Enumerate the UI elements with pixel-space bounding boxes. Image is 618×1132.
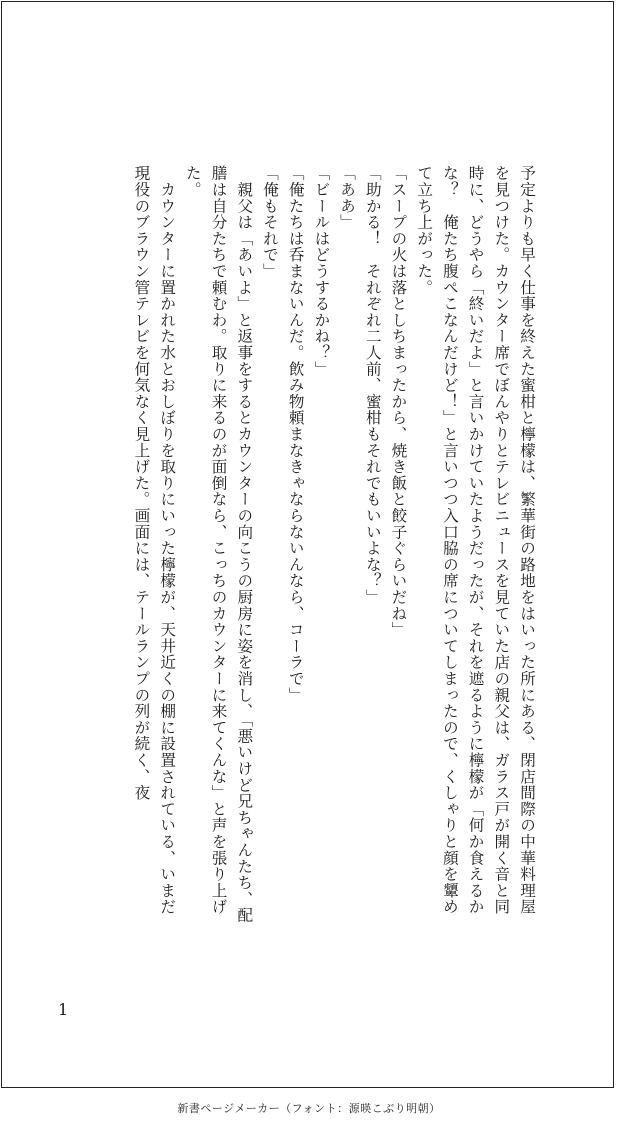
page-number: 1 — [58, 1000, 69, 1019]
footer-credit: 新書ページメーカー（フォント：源暎こぶり明朝） — [177, 1102, 441, 1115]
paragraph: カウンターに置かれた水とおしぼりを取りにいった檸檬が、天井近くの棚に設置されている、いまだ現役のブラウン管テレビを何気なく見上げた。画面には、テールランプの列が続く、夜 — [132, 165, 177, 915]
dialogue-line: 「ああ」 — [338, 165, 357, 231]
dialogue-line: 「助かる！ それぞれ二人前、蜜柑もそれでもいいよな？」 — [363, 165, 382, 606]
dialogue-line: 「ビールはどうするかね？」 — [312, 165, 331, 377]
paragraph: 予定よりも早く仕事を終えた蜜柑と檸檬は、繁華街の路地をはいった所にある、閉店間際の中華料理屋を見つけた。カウンター席でぼんやりとテレビニュースを見ていた店の親父は、ガラス戸が開く音と同時に、どうやら「終いだよ」と言いかけていたようだったが、それを遮るように檸檬が「何か食えるかな？ 俺たち腹ぺこなんだけど！」と言いつつ入口脇の席についてしまったので、くしゃりと顔を顰めて立ち上がった。 — [415, 165, 536, 915]
dialogue-line: 「俺もそれで」 — [260, 165, 279, 280]
paragraph: 親父は「あいよ」と返事をするとカウンターの向こうの厨房に姿を消し、「悪いけど兄ちゃんたち、配膳は自分たちで頼むわ。取りに来るのが面倒なら、こっちのカウンターに来てくんな」と声を張り上げた。 — [183, 165, 254, 924]
dialogue-line: 「俺たちは呑まないんだ。飲み物頼まなきゃならないんなら、コーラで」 — [286, 165, 305, 703]
book-page — [1, 1, 614, 1088]
dialogue-line: 「スープの火は落としちまったから、焼き飯と餃子ぐらいだね」 — [389, 165, 408, 638]
vertical-text-body — [69, 165, 539, 925]
